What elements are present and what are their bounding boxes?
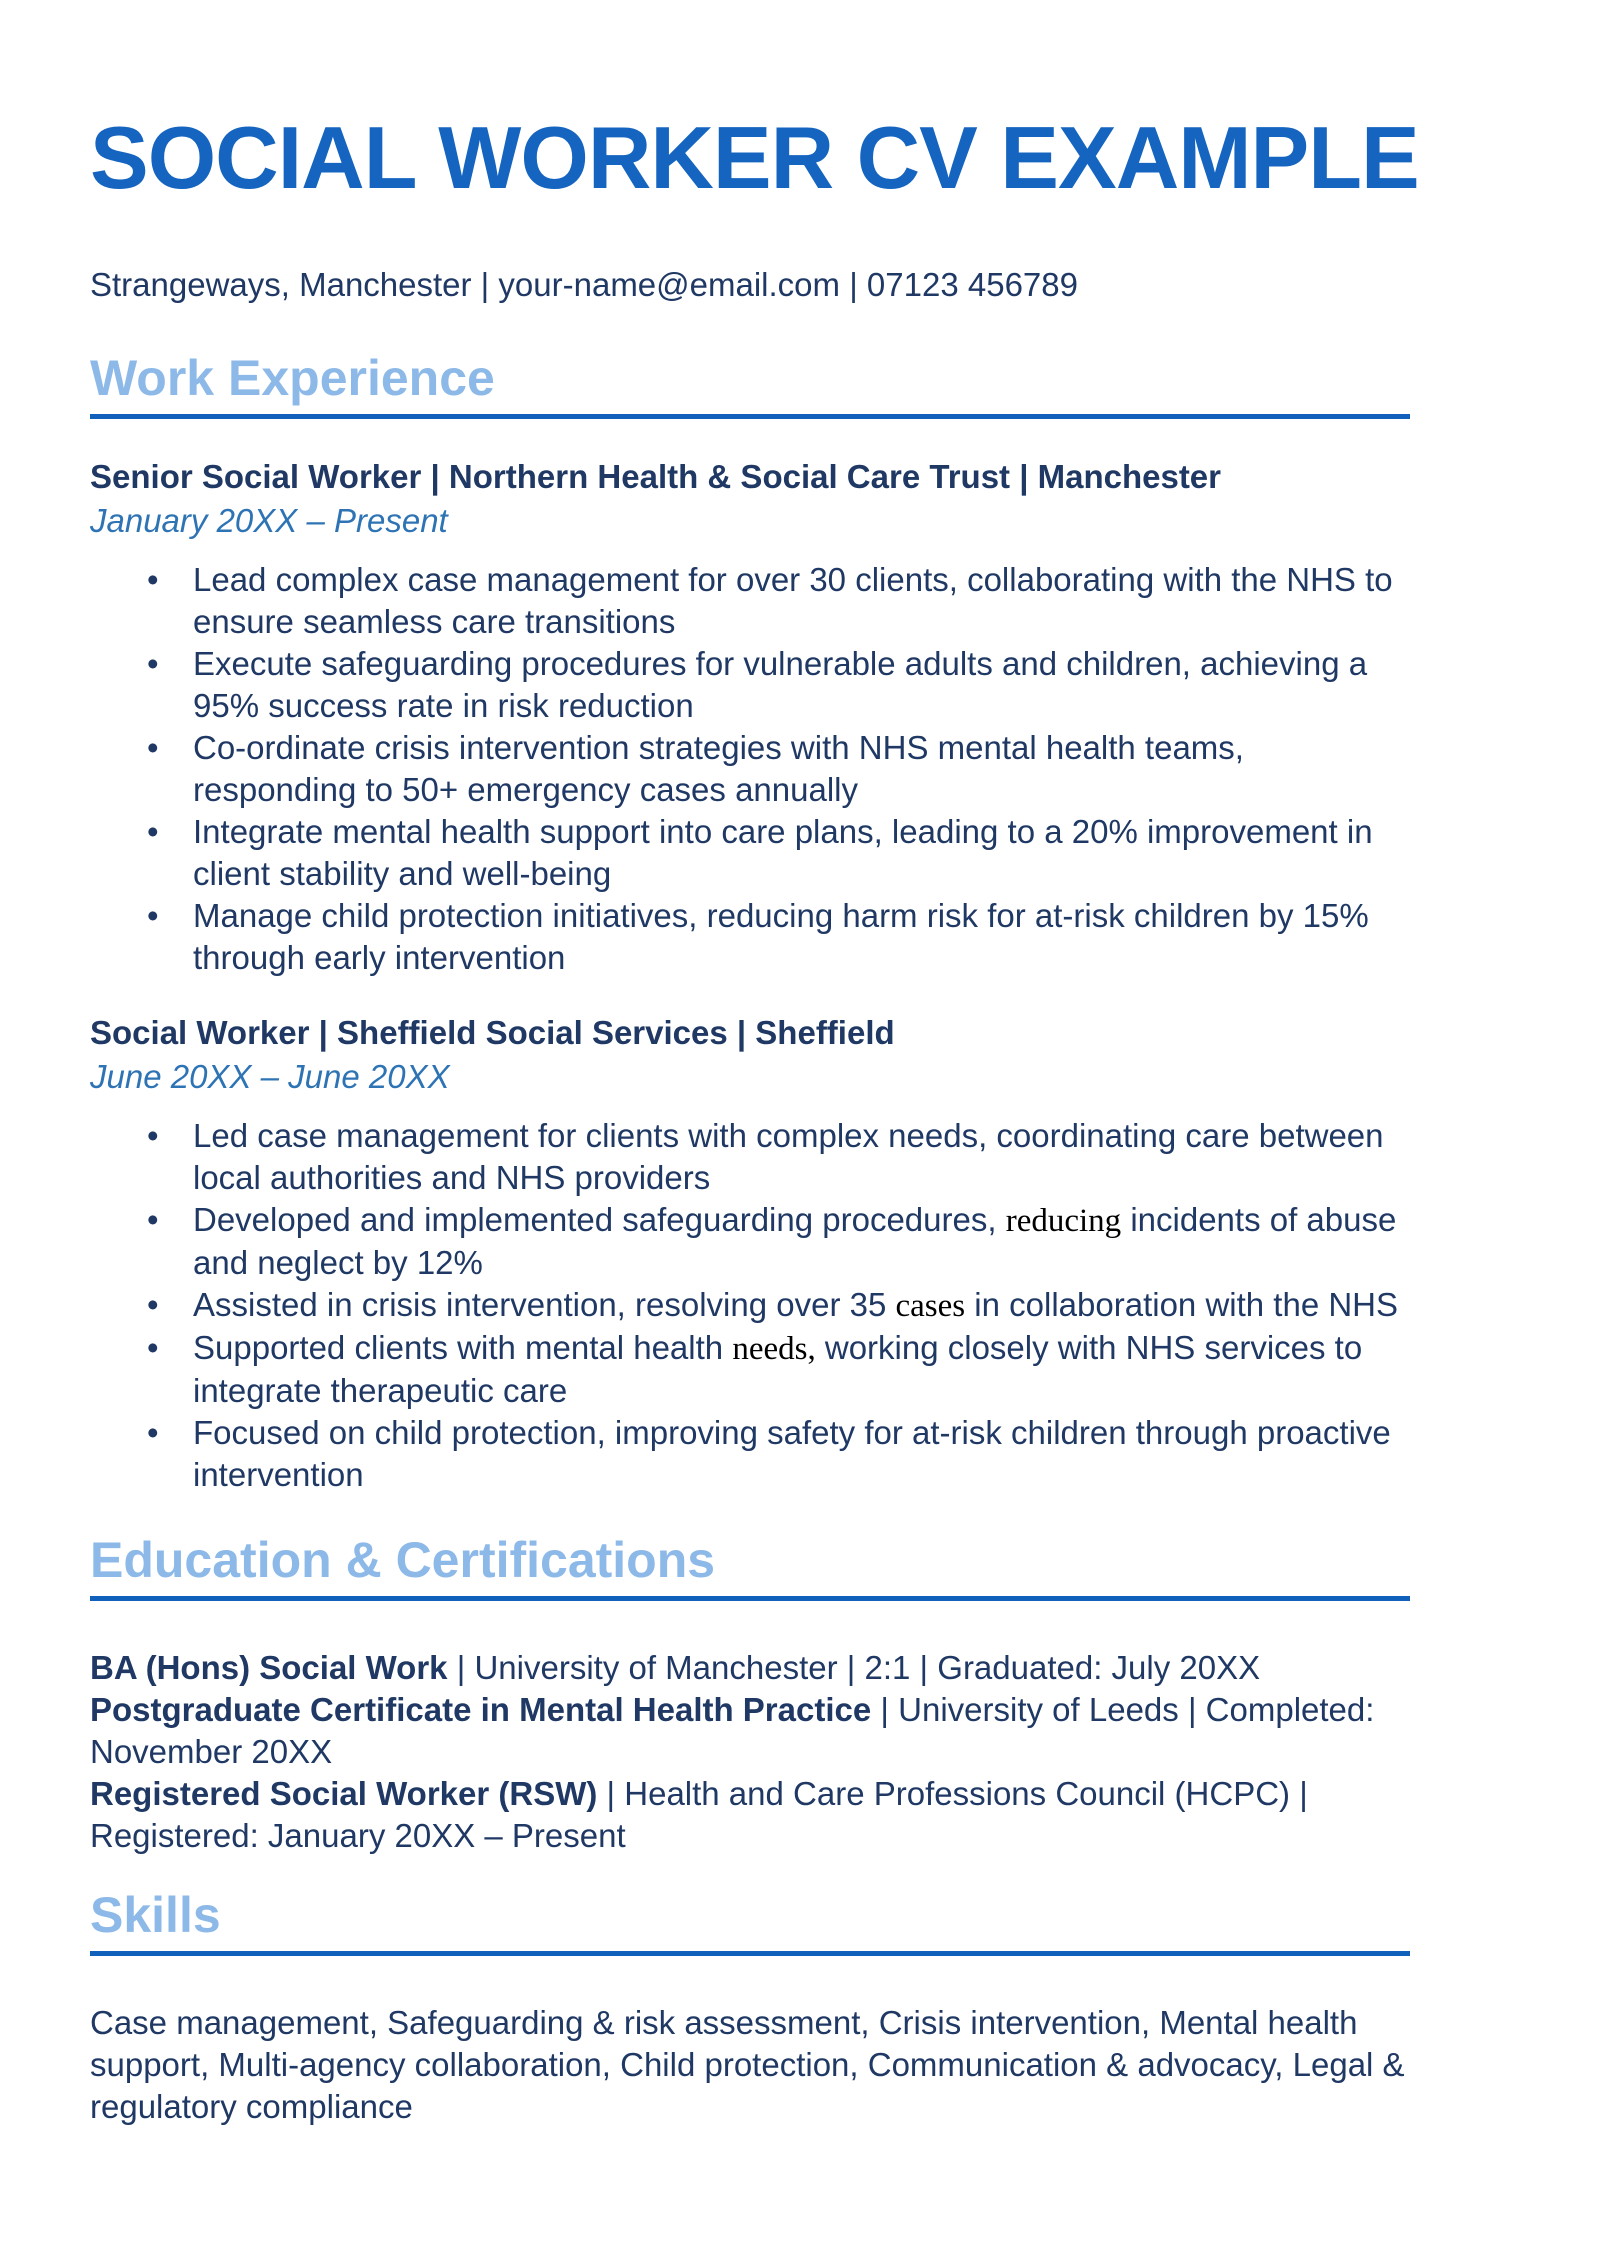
section-divider-education bbox=[90, 1596, 1410, 1601]
text-run: incidents of abuse and neglect by 12% bbox=[193, 1201, 1397, 1281]
serif-text-run: cases bbox=[895, 1288, 966, 1324]
bullet-item bbox=[90, 727, 1410, 811]
text-run: Supported clients with mental health bbox=[193, 1329, 733, 1366]
bullet-item bbox=[90, 1284, 1410, 1327]
skills-text: Case management, Safeguarding & risk assessment, Crisis intervention, Mental health support, Multi-agency collaboration, Child protection, Communication & advocacy, Legal & regulatory compliance bbox=[90, 2004, 1405, 2125]
bullet-item bbox=[90, 811, 1410, 895]
text-run: Developed and implemented safeguarding procedures, bbox=[193, 1201, 1006, 1238]
section-work-experience bbox=[90, 350, 1410, 1496]
bullet-list bbox=[90, 1115, 1410, 1496]
contact-line: Strangeways, Manchester | your-name@email.com | 07123 456789 bbox=[90, 266, 1078, 303]
bullet-item bbox=[90, 1199, 1410, 1284]
skills-heading: Skills bbox=[90, 1887, 221, 1943]
education-entry-details: | Health and Care Professions Council (HCPC) | Registered: January 20XX – Present bbox=[90, 1775, 1308, 1854]
education-entry-title: Postgraduate Certificate in Mental Health Practice bbox=[90, 1691, 872, 1728]
education-entry bbox=[90, 1647, 1410, 1689]
education-entry bbox=[90, 1773, 1410, 1857]
job-block bbox=[90, 1011, 1410, 1496]
section-skills bbox=[90, 1887, 1410, 2128]
bullet-item bbox=[90, 643, 1410, 727]
text-run: Co-ordinate crisis intervention strategies with NHS mental health teams, responding to 50+ emergency cases annually bbox=[193, 729, 1244, 808]
text-run: Led case management for clients with complex needs, coordinating care between local authorities and NHS providers bbox=[193, 1117, 1384, 1196]
job-dates: June 20XX – June 20XX bbox=[90, 1058, 450, 1095]
education-entry-title: Registered Social Worker (RSW) bbox=[90, 1775, 598, 1812]
page-title: SOCIAL WORKER CV EXAMPLE bbox=[90, 108, 1419, 207]
text-run: in collaboration with the NHS bbox=[965, 1286, 1399, 1323]
serif-text-run: needs, bbox=[732, 1331, 816, 1367]
job-block bbox=[90, 455, 1410, 979]
bullet-item bbox=[90, 1412, 1410, 1496]
bullet-item bbox=[90, 1115, 1410, 1199]
section-divider-work bbox=[90, 414, 1410, 419]
section-divider-skills bbox=[90, 1951, 1410, 1956]
education-entry-details: | University of Manchester | 2:1 | Graduated: July 20XX bbox=[447, 1649, 1261, 1686]
bullet-item bbox=[90, 1327, 1410, 1412]
jobs-container bbox=[90, 455, 1410, 1496]
education-entry-title: BA (Hons) Social Work bbox=[90, 1649, 448, 1686]
bullet-item bbox=[90, 559, 1410, 643]
text-run: working closely with NHS services to integrate therapeutic care bbox=[193, 1329, 1363, 1409]
education-entries-container bbox=[90, 1647, 1410, 1857]
text-run: Lead complex case management for over 30 clients, collaborating with the NHS to ensure seamless care transitions bbox=[193, 561, 1393, 640]
education-entry-details: | University of Leeds | Completed: November 20XX bbox=[90, 1691, 1375, 1770]
job-dates: January 20XX – Present bbox=[90, 502, 448, 539]
text-run: Integrate mental health support into care plans, leading to a 20% improvement in client stability and well-being bbox=[193, 813, 1373, 892]
text-run: Execute safeguarding procedures for vulnerable adults and children, achieving a 95% success rate in risk reduction bbox=[193, 645, 1368, 724]
job-title: Social Worker | Sheffield Social Services | Sheffield bbox=[90, 1014, 895, 1051]
education-entry bbox=[90, 1689, 1410, 1773]
bullet-list bbox=[90, 559, 1410, 979]
serif-text-run: reducing bbox=[1005, 1203, 1122, 1239]
job-title: Senior Social Worker | Northern Health & Social Care Trust | Manchester bbox=[90, 458, 1222, 495]
text-run: Assisted in crisis intervention, resolving over 35 bbox=[193, 1286, 896, 1323]
bullet-item bbox=[90, 895, 1410, 979]
education-heading: Education & Certifications bbox=[90, 1532, 716, 1588]
text-run: Focused on child protection, improving safety for at-risk children through proactive intervention bbox=[193, 1414, 1391, 1493]
section-education bbox=[90, 1532, 1410, 1857]
text-run: Manage child protection initiatives, reducing harm risk for at-risk children by 15% through early intervention bbox=[193, 897, 1369, 976]
work-experience-heading: Work Experience bbox=[90, 350, 495, 406]
